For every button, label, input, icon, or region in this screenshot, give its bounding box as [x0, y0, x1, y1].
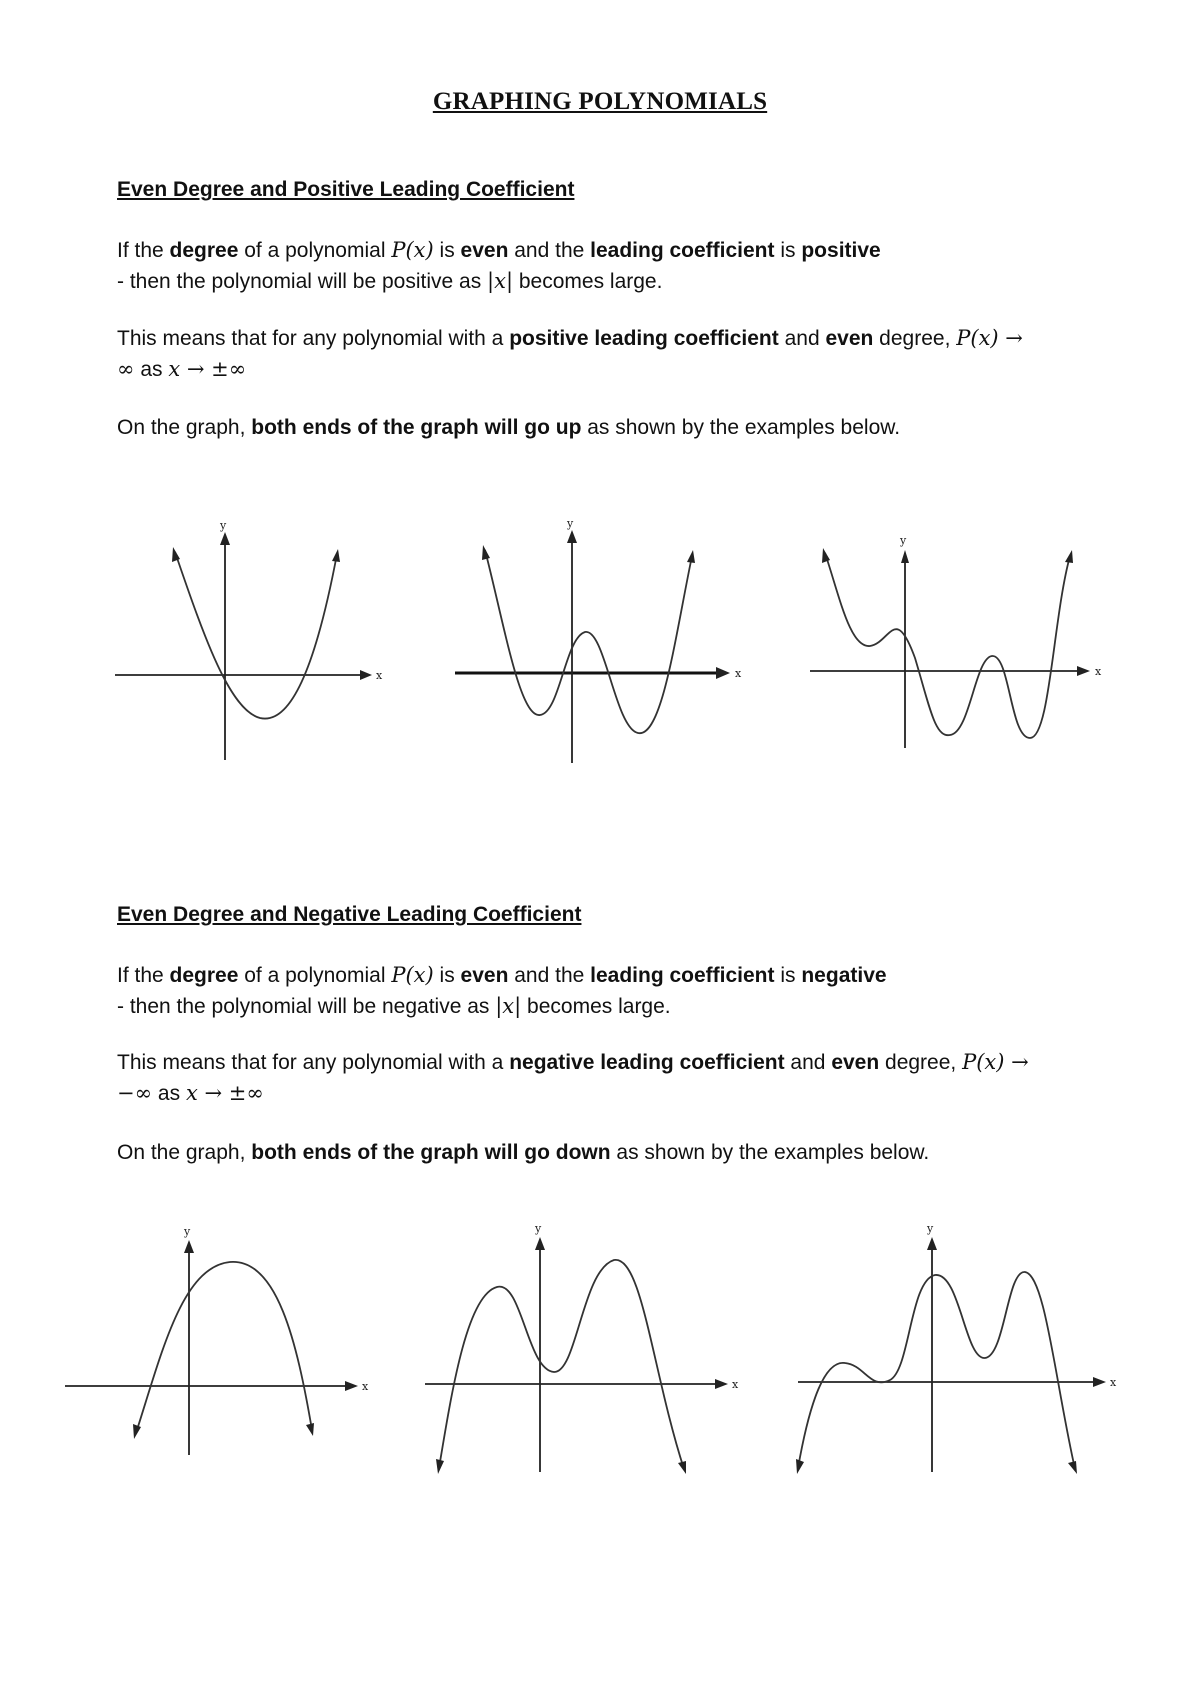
y-axis-label: y — [927, 1222, 934, 1235]
paragraph-definition-negative: If the degree of a polynomial P(x) is even and the leading coefficient is negative - then the polynomial will be negative as |x| becomes large. — [117, 963, 887, 1018]
x-axis-arrow-icon — [715, 1379, 728, 1389]
graph-positive-2 — [450, 518, 750, 768]
curve-end-arrow-icon — [482, 545, 490, 560]
x-axis-arrow-icon — [360, 670, 372, 680]
y-axis-label: y — [184, 1225, 191, 1238]
y-axis-arrow-icon — [927, 1237, 937, 1250]
x-axis-label: x — [1095, 665, 1102, 678]
curve-end-arrow-icon — [678, 1461, 686, 1474]
y-axis-arrow-icon — [535, 1237, 545, 1250]
paragraph-definition-positive: If the degree of a polynomial P(x) is even and the leading coefficient is positive - then the polynomial will be positive as |x| becomes large. — [117, 238, 881, 293]
polynomial-curve — [175, 552, 337, 719]
curve-end-arrow-icon — [796, 1459, 804, 1474]
paragraph-graph-negative: On the graph, both ends of the graph will go down as shown by the examples below. — [117, 1141, 930, 1164]
curve-end-arrow-icon — [172, 547, 180, 562]
polynomial-curve — [485, 550, 692, 733]
section-heading-negative: Even Degree and Negative Leading Coefficient — [117, 903, 582, 926]
x-axis-arrow-icon — [1077, 666, 1090, 676]
y-axis-arrow-icon — [567, 530, 577, 543]
page-title: GRAPHING POLYNOMIALS — [432, 88, 768, 115]
x-axis-arrow-icon — [345, 1381, 358, 1391]
curve-end-arrow-icon — [822, 548, 830, 563]
x-axis-arrow-icon — [1093, 1377, 1106, 1387]
graph-negative-3 — [795, 1220, 1120, 1490]
y-axis-label: y — [220, 519, 227, 532]
x-axis-label: x — [376, 669, 383, 682]
paragraph-limit-positive: This means that for any polynomial with a positive leading coefficient and even degree, P(x) → ∞ as x → ±∞ — [117, 326, 1023, 381]
curve-end-arrow-icon — [436, 1459, 444, 1474]
y-axis-label: y — [567, 517, 574, 530]
paragraph-limit-negative: This means that for any polynomial with a negative leading coefficient and even degree, P(x) → −∞ as x → ±∞ — [117, 1050, 1029, 1105]
polynomial-curve — [439, 1260, 684, 1469]
graph-positive-3 — [805, 528, 1105, 768]
polynomial-curve — [136, 1262, 312, 1433]
paragraph-graph-positive: On the graph, both ends of the graph will go up as shown by the examples below. — [117, 416, 901, 439]
x-axis-arrow-icon — [716, 667, 730, 679]
y-axis-arrow-icon — [220, 532, 230, 545]
x-axis-label: x — [1110, 1376, 1117, 1389]
curve-end-arrow-icon — [1065, 550, 1073, 563]
x-axis-label: x — [735, 667, 742, 680]
polynomial-curve — [825, 553, 1070, 738]
graph-positive-1 — [110, 520, 390, 760]
curve-end-arrow-icon — [1068, 1461, 1077, 1474]
curve-end-arrow-icon — [332, 549, 340, 562]
curve-end-arrow-icon — [133, 1424, 141, 1439]
y-axis-arrow-icon — [901, 550, 909, 563]
curve-end-arrow-icon — [687, 550, 695, 563]
x-axis-label: x — [732, 1378, 739, 1391]
y-axis-label: y — [900, 534, 907, 547]
graph-negative-2 — [422, 1220, 742, 1490]
section-heading-positive: Even Degree and Positive Leading Coefficient — [117, 178, 575, 201]
graph-negative-1 — [62, 1222, 372, 1467]
x-axis-label: x — [362, 1380, 369, 1393]
y-axis-arrow-icon — [184, 1240, 194, 1253]
y-axis-label: y — [535, 1222, 542, 1235]
curve-end-arrow-icon — [306, 1423, 314, 1436]
polynomial-curve — [798, 1272, 1075, 1469]
